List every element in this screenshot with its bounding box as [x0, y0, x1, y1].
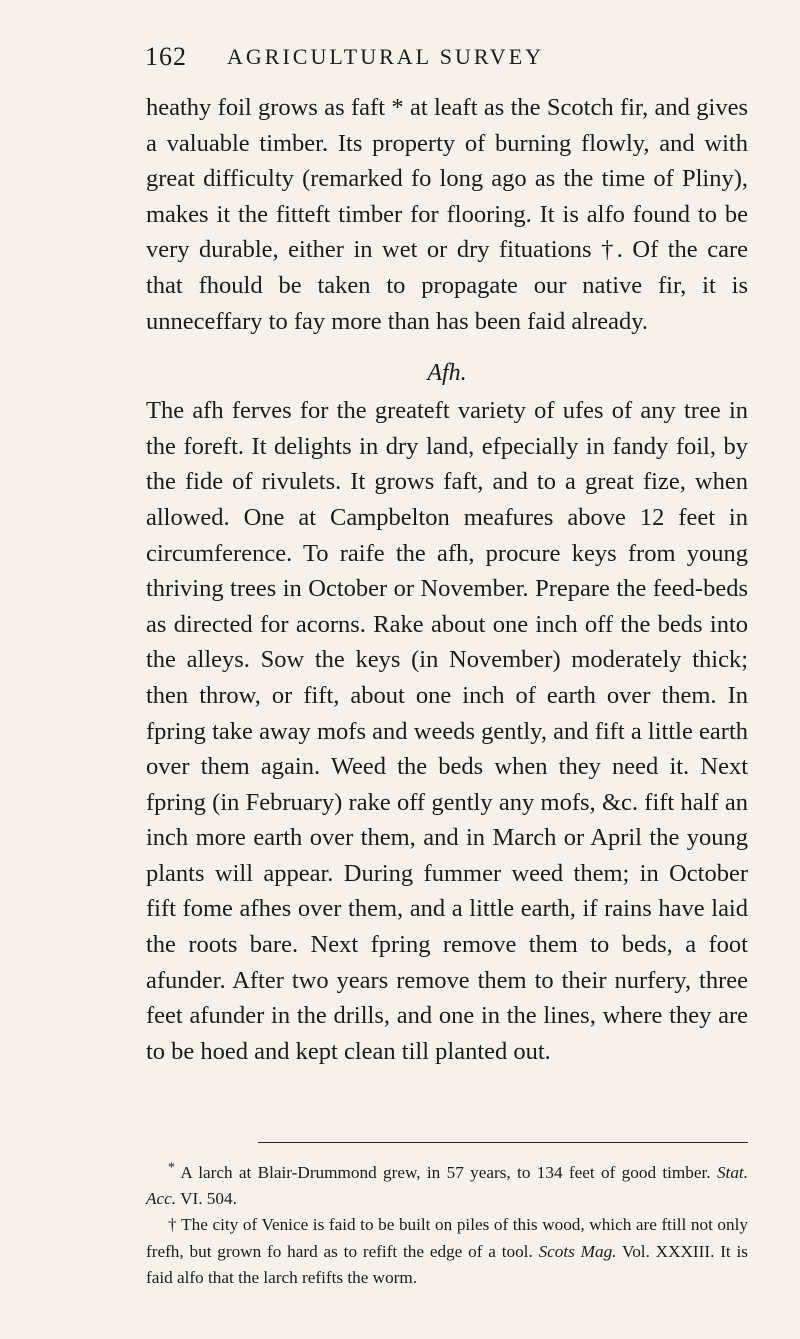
running-title: AGRICULTURAL SURVEY	[227, 44, 545, 69]
footnote-rule	[258, 1142, 748, 1143]
running-head	[145, 42, 705, 82]
footnote-1-text: A larch at Blair-Drummond grew, in 57 years, to 134 feet of good timber.	[180, 1163, 711, 1182]
footnote-1-ref: VI. 504.	[180, 1189, 237, 1209]
page-number: 162	[145, 42, 187, 71]
paragraph-continued: heathy foil grows as faft * at leaft as the Scotch fir, and gives a valuable timber. Its property of burning flowly, and with great difficulty (remarked fo long ago as the time of Pliny), makes it the fitteft timber for flooring. It is alfo found to be very durable, either in wet or dry fituations †. Of the care that fhould be taken to propagate our native fir, it is unneceffary to fay more than has been faid already.	[146, 94, 748, 335]
paragraph-ash: The afh ferves for the greateft variety of ufes of any tree in the foreft. It delights in dry land, efpecially in fandy foil, by the fide of rivulets. It grows faft, and to a great fize, when allowed. One at Campbelton meafures above 12 feet in circumference. To raife the afh, procure keys from young thriving trees in October or November. Prepare the feed-beds as directed for acorns. Rake about one inch off the beds into the alleys. Sow the keys (in November) moderately thick; then throw, or fift, about one inch of earth over them. In fpring take away mofs and weeds gently, and fift a little earth over them again. Weed the beds when they need it. Next fpring (in February) rake off gently any mofs, &c. fift half an inch more earth over them, and in March or April the young plants will appear. During fummer weed them; in October fift fome afhes over them, and a little earth, if rains have laid the roots bare. Next fpring remove them to beds, a foot afunder. After two years remove them to their nurfery, three feet afunder in the drills, and one in the lines, where they are to be hoed and kept clean till planted out.	[146, 397, 748, 1065]
section-heading-ash: Afh.	[427, 360, 467, 387]
footnote-1-source: Stat. Acc.	[146, 1163, 748, 1209]
footnote-2-source: Scots Mag.	[538, 1241, 617, 1261]
footnote-1-mark: *	[168, 1160, 175, 1176]
footnote-2-ref: Vol. XXXIII. It is faid alfo that the larch refifts the worm.	[146, 1241, 748, 1287]
footnote-2-mark: †	[168, 1215, 177, 1235]
footnotes	[146, 1160, 748, 1291]
footnote-1	[146, 1160, 748, 1212]
footnote-2-text: The city of Venice is faid to be built on piles of this wood, which are ftill not only frefh, but grown fo hard as to refift the edge of a tool.	[146, 1215, 748, 1261]
footnote-2	[146, 1212, 748, 1291]
body-text	[146, 90, 748, 1069]
